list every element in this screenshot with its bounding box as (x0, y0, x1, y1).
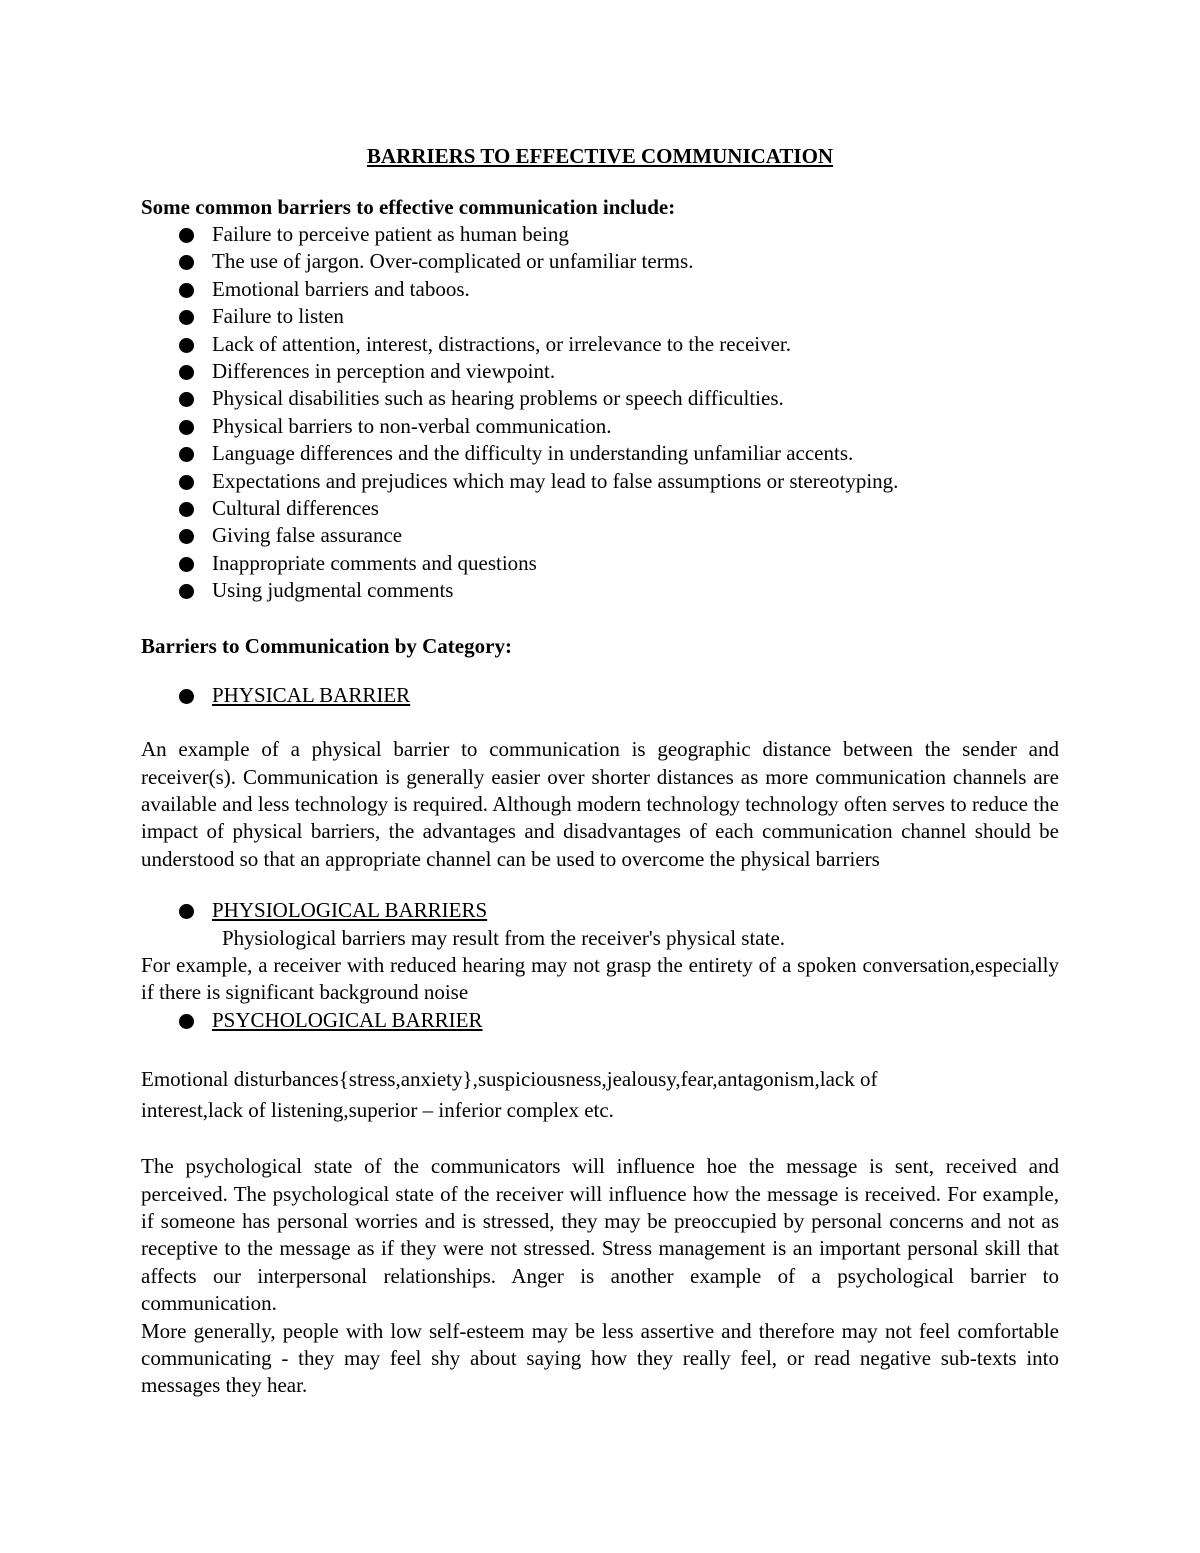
document-page (141, 140, 1059, 1400)
physiological-barrier-paragraph: For example, a receiver with reduced hearing may not grasp the entirety of a spoken conversation,especially if there is significant background noise (141, 952, 1059, 1005)
list-item: Physical barriers to non-verbal communication. (179, 413, 1059, 440)
list-item: Failure to perceive patient as human being (179, 221, 1059, 248)
list-item: Expectations and prejudices which may lead to false assumptions or stereotyping. (179, 468, 1059, 495)
barrier-list (141, 221, 1059, 605)
psychological-emotional-list: Emotional disturbances{stress,anxiety},suspiciousness,jealousy,fear,antagonism,lack of interest,lack of listening,superior – inferior complex etc. (141, 1067, 878, 1123)
bullet-icon (179, 529, 194, 544)
psychological-barrier-heading: PSYCHOLOGICAL BARRIER (179, 1007, 1059, 1034)
bullet-icon (179, 255, 194, 270)
bullet-icon (179, 338, 194, 353)
list-item: Lack of attention, interest, distractions, or irrelevance to the receiver. (179, 331, 1059, 358)
list-item: Cultural differences (179, 495, 1059, 522)
bullet-icon (179, 228, 194, 243)
list-item: Emotional barriers and taboos. (179, 276, 1059, 303)
category-heading: Barriers to Communication by Category: (141, 633, 512, 658)
physiological-barrier-heading: PHYSIOLOGICAL BARRIERS (179, 897, 1059, 924)
intro-heading: Some common barriers to effective communication include: (141, 195, 676, 219)
bullet-icon (179, 310, 194, 325)
bullet-icon (179, 904, 194, 919)
list-item: Physical disabilities such as hearing problems or speech difficulties. (179, 385, 1059, 412)
physiological-barrier-intro: Physiological barriers may result from the receiver's physical state. (222, 925, 786, 950)
psychological-barrier-paragraph: The psychological state of the communicators will influence hoe the message is sent, received and perceived. The psychological state of the receiver will influence how the message is received. For example, if someone has personal worries and is stressed, they may be preoccupied by personal concerns and not as receptive to the message as if they were not stressed. Stress management is an important personal skill that affects our interpersonal relationships. Anger is another example of a psychological barrier to communication. (141, 1154, 1059, 1316)
list-item: Inappropriate comments and questions (179, 550, 1059, 577)
bullet-icon (179, 392, 194, 407)
list-item: The use of jargon. Over-complicated or unfamiliar terms. (179, 248, 1059, 275)
bullet-icon (179, 420, 194, 435)
bullet-icon (179, 475, 194, 490)
psychological-selfesteem-paragraph: More generally, people with low self-esteem may be less assertive and therefore may not feel comfortable communicating - they may feel shy about saying how they really feel, or read negative sub-texts into messages they hear. (141, 1318, 1059, 1398)
bullet-icon (179, 1014, 194, 1029)
list-item: Using judgmental comments (179, 577, 1059, 604)
bullet-icon (179, 365, 194, 380)
bullet-icon (179, 584, 194, 599)
bullet-icon (179, 447, 194, 462)
bullet-icon (179, 283, 194, 298)
list-item: Failure to listen (179, 303, 1059, 330)
list-item: Language differences and the difficulty in understanding unfamiliar accents. (179, 440, 1059, 467)
bullet-icon (179, 502, 194, 517)
list-item: Giving false assurance (179, 522, 1059, 549)
physical-barrier-paragraph: An example of a physical barrier to communication is geographic distance between the sender and receiver(s). Communication is generally easier over shorter distances as more communication channels are available and less technology is required. Although modern technology technology often serves to reduce the impact of physical barriers, the advantages and disadvantages of each communication channel should be understood so that an appropriate channel can be used to overcome the physical barriers (141, 737, 1059, 871)
physical-barrier-heading: PHYSICAL BARRIER (179, 682, 1059, 709)
bullet-icon (179, 557, 194, 572)
bullet-icon (179, 689, 194, 704)
list-item: Differences in perception and viewpoint. (179, 358, 1059, 385)
document-title: BARRIERS TO EFFECTIVE COMMUNICATION (366, 144, 834, 168)
